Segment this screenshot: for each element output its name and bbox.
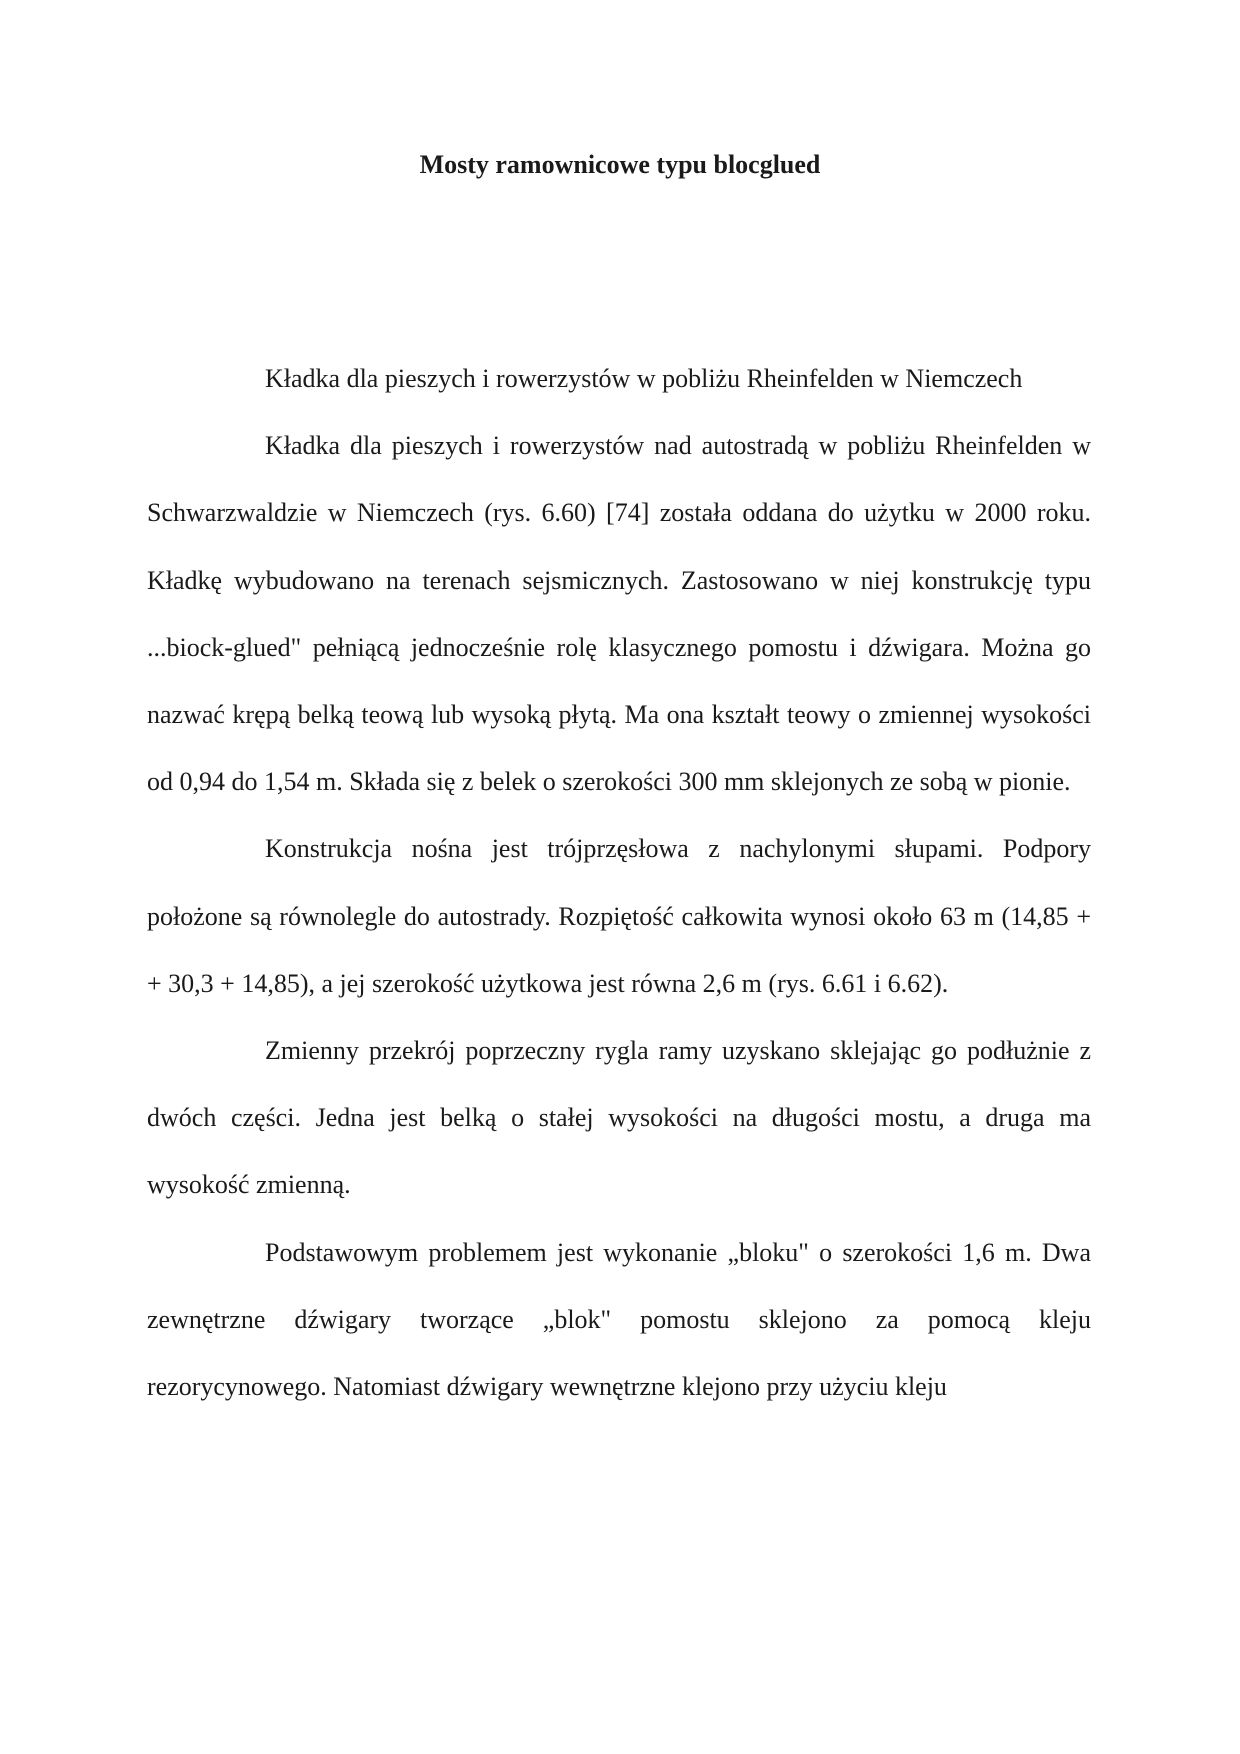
paragraph-heading: Kładka dla pieszych i rowerzystów w pobliżu Rheinfelden w Niemczech bbox=[265, 364, 1023, 393]
paragraph: Konstrukcja nośna jest trójprzęsłowa z nachylonymi słupami. Podpory położone są równolegle do autostrady. Rozpiętość całkowita wynosi około 63 m (14,85 + + 30,3 + 14,85), a jej szerokość użytkowa jest równa 2,6 m (rys. 6.61 i 6.62). bbox=[147, 834, 1091, 998]
paragraph: Kładka dla pieszych i rowerzystów nad autostradą w pobliżu Rheinfelden w Schwarzwaldzie w Niemczech (rys. 6.60) [74] została oddana do użytku w 2000 roku. Kładkę wybudowano na terenach sejsmicznych. Zastosowano w niej konstrukcję typu ...biock-glued" pełniącą jednocześnie rolę klasycznego pomostu i dźwigara. Można go nazwać krępą belką teową lub wysoką płytą. Ma ona kształt teowy o zmiennej wysokości od 0,94 do 1,54 m. Składa się z belek o szerokości 300 mm sklejonych ze sobą w pionie. bbox=[147, 431, 1091, 797]
document-title: Mosty ramownicowe typu blocglued bbox=[419, 150, 821, 179]
paragraph: Zmienny przekrój poprzeczny rygla ramy uzyskano sklejając go podłużnie z dwóch części. Jedna jest belką o stałej wysokości na długości mostu, a druga ma wysokość zmienną. bbox=[147, 1036, 1091, 1200]
document-body bbox=[147, 345, 1091, 1420]
paragraph: Podstawowym problemem jest wykonanie „bloku" o szerokości 1,6 m. Dwa zewnętrzne dźwigary tworzące „blok" pomostu sklejono za pomocą kleju rezorycynowego. Natomiast dźwigary wewnętrzne klejono przy użyciu kleju bbox=[147, 1237, 1091, 1402]
